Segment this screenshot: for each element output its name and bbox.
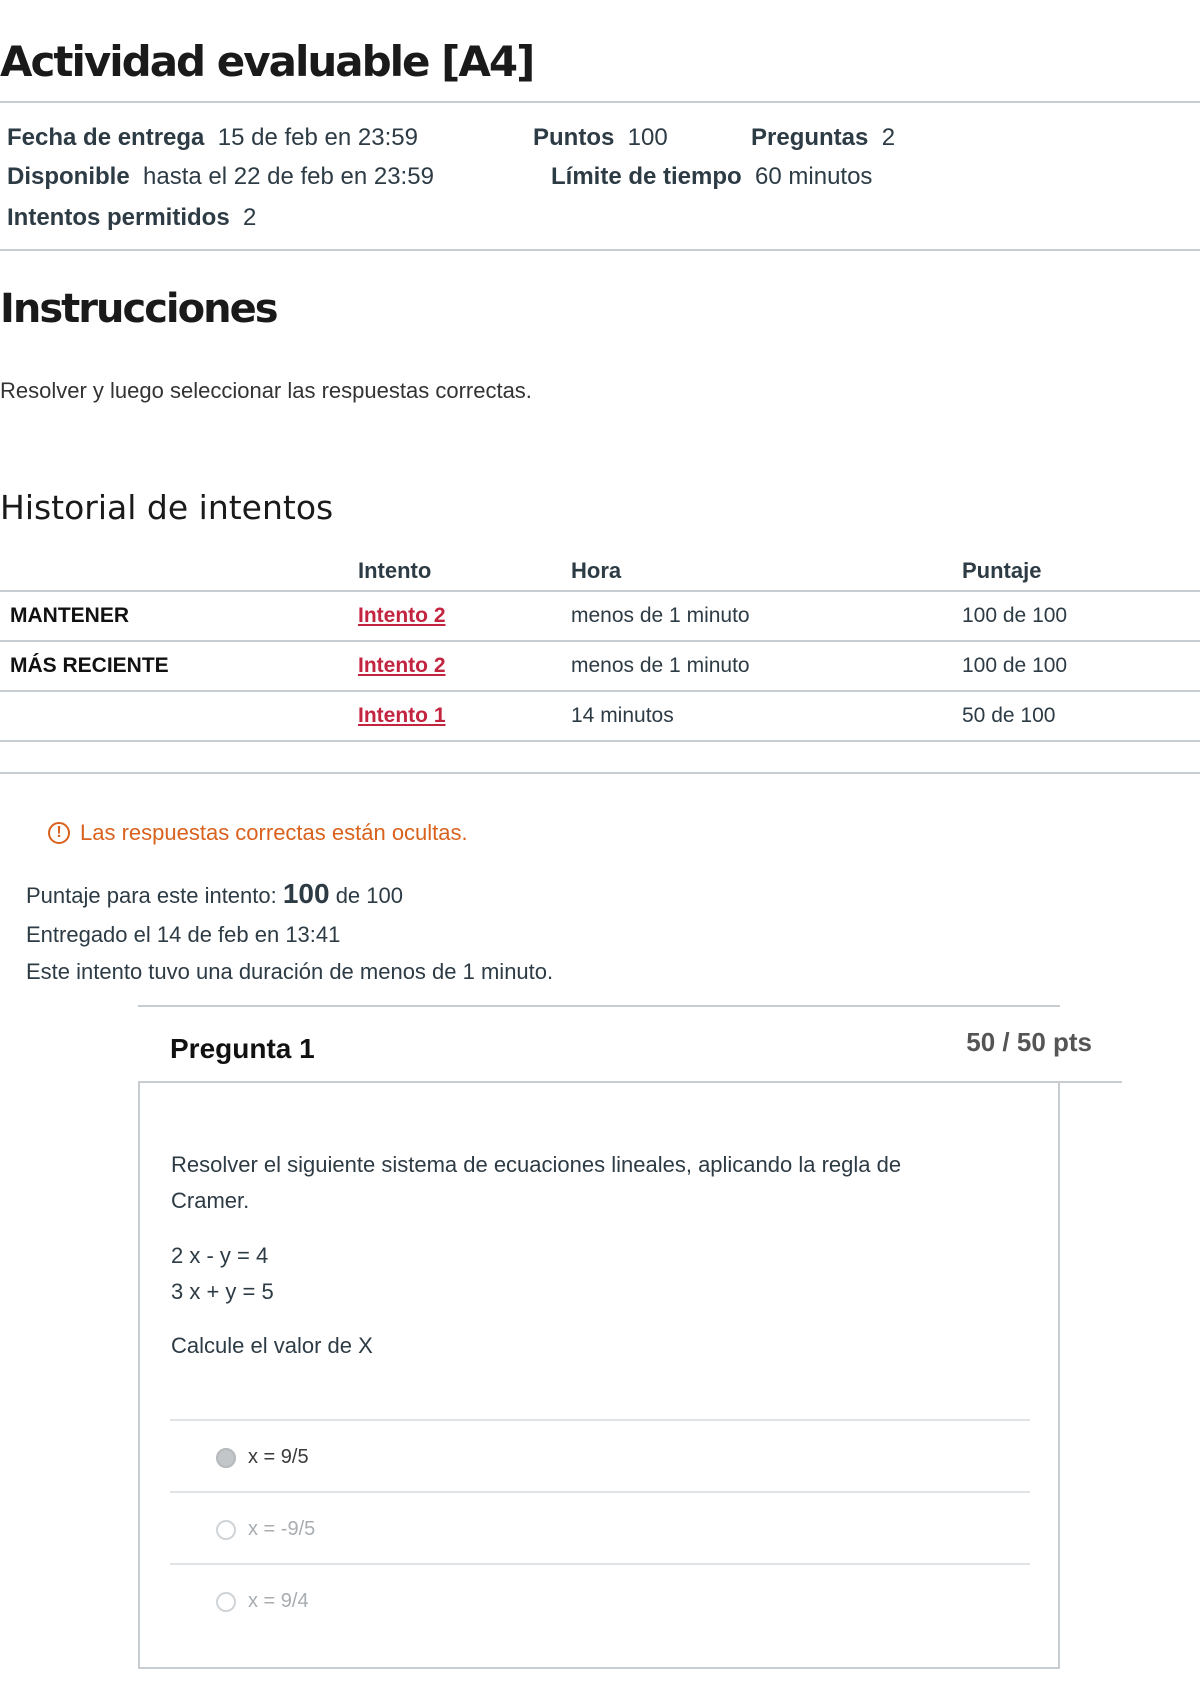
answer-divider	[170, 1563, 1030, 1565]
attempt-score: 100 de 100	[962, 641, 1200, 691]
column-header	[0, 552, 358, 591]
alert-circle-icon: !	[48, 822, 70, 844]
score-suffix: de 100	[329, 883, 403, 908]
row-label	[0, 691, 358, 741]
answer-option[interactable]	[216, 1518, 315, 1541]
attempts-label: Intentos permitidos	[7, 204, 230, 231]
questions-count	[751, 124, 895, 152]
instructions-heading: Instrucciones	[0, 286, 277, 332]
attempts-value: 2	[243, 204, 257, 231]
notice-text: Las respuestas correctas están ocultas.	[80, 820, 468, 845]
points	[533, 124, 668, 152]
column-header: Puntaje	[962, 552, 1200, 591]
answer-divider	[170, 1491, 1030, 1493]
answer-text: x = 9/5	[248, 1446, 309, 1468]
score-prefix: Puntaje para este intento:	[26, 883, 283, 908]
questions-value: 2	[881, 124, 896, 151]
row-label: MANTENER	[0, 591, 358, 641]
divider	[0, 249, 1200, 251]
history-heading: Historial de intentos	[0, 488, 334, 527]
answer-divider	[170, 1419, 1030, 1421]
answer-text: x = 9/4	[248, 1590, 309, 1612]
available-value: hasta el 22 de feb en 23:59	[143, 163, 434, 190]
question-prompt: Resolver el siguiente sistema de ecuaciones lineales, aplicando la regla de	[171, 1152, 902, 1177]
equation-1: 2 x - y = 4	[171, 1243, 269, 1268]
equation-2: 3 x + y = 5	[171, 1279, 274, 1304]
question-points: 50 / 50 pts	[966, 1027, 1092, 1057]
due-value: 15 de feb en 23:59	[217, 124, 418, 151]
attempt-time: menos de 1 minuto	[571, 591, 962, 641]
points-value: 100	[627, 124, 668, 151]
attempt-link[interactable]: Intento 2	[358, 604, 446, 627]
radio-empty-icon[interactable]	[216, 1520, 236, 1540]
radio-selected-icon[interactable]	[216, 1448, 236, 1468]
answer-option[interactable]	[216, 1446, 309, 1469]
question-ask: Calcule el valor de X	[171, 1333, 373, 1358]
question-header	[138, 1007, 1122, 1083]
attempt-history-table	[0, 552, 1200, 742]
time-limit-label: Límite de tiempo	[551, 163, 742, 190]
submitted-date: Entregado el 14 de feb en 13:41	[26, 922, 341, 947]
attempt-time: menos de 1 minuto	[571, 641, 962, 691]
time-limit-value: 60 minutos	[755, 163, 873, 190]
radio-empty-icon[interactable]	[216, 1592, 236, 1612]
attempt-time: 14 minutos	[571, 691, 962, 741]
attempt-duration: Este intento tuvo una duración de menos de 1 minuto.	[26, 959, 554, 984]
questions-label: Preguntas	[751, 124, 869, 151]
question-prompt-cont: Cramer.	[171, 1188, 250, 1213]
attempts-allowed	[7, 204, 256, 232]
table-header-row	[0, 552, 1200, 591]
column-header: Intento	[358, 552, 571, 591]
attempt-score: 50 de 100	[962, 691, 1200, 741]
available-label: Disponible	[7, 163, 130, 190]
divider	[0, 101, 1200, 103]
column-header: Hora	[571, 552, 962, 591]
answer-option[interactable]	[216, 1590, 309, 1613]
row-label: MÁS RECIENTE	[0, 641, 358, 691]
points-label: Puntos	[533, 124, 615, 151]
instructions-text: Resolver y luego seleccionar las respuestas correctas.	[0, 378, 532, 403]
due-label: Fecha de entrega	[7, 124, 205, 151]
score-value: 100	[282, 878, 330, 909]
hidden-answers-notice	[48, 820, 468, 846]
attempt-link[interactable]: Intento 2	[358, 654, 446, 677]
divider	[0, 772, 1200, 774]
attempt-link[interactable]: Intento 1	[358, 704, 446, 727]
due-date	[7, 124, 418, 152]
table-row	[0, 641, 1200, 691]
answer-text: x = -9/5	[248, 1518, 316, 1540]
attempt-score-line	[26, 878, 403, 910]
time-limit	[551, 163, 872, 191]
table-row	[0, 691, 1200, 741]
available-until	[7, 163, 434, 191]
page-title: Actividad evaluable [A4]	[0, 37, 534, 86]
table-row	[0, 591, 1200, 641]
attempt-score: 100 de 100	[962, 591, 1200, 641]
question-title: Pregunta 1	[170, 1033, 315, 1064]
